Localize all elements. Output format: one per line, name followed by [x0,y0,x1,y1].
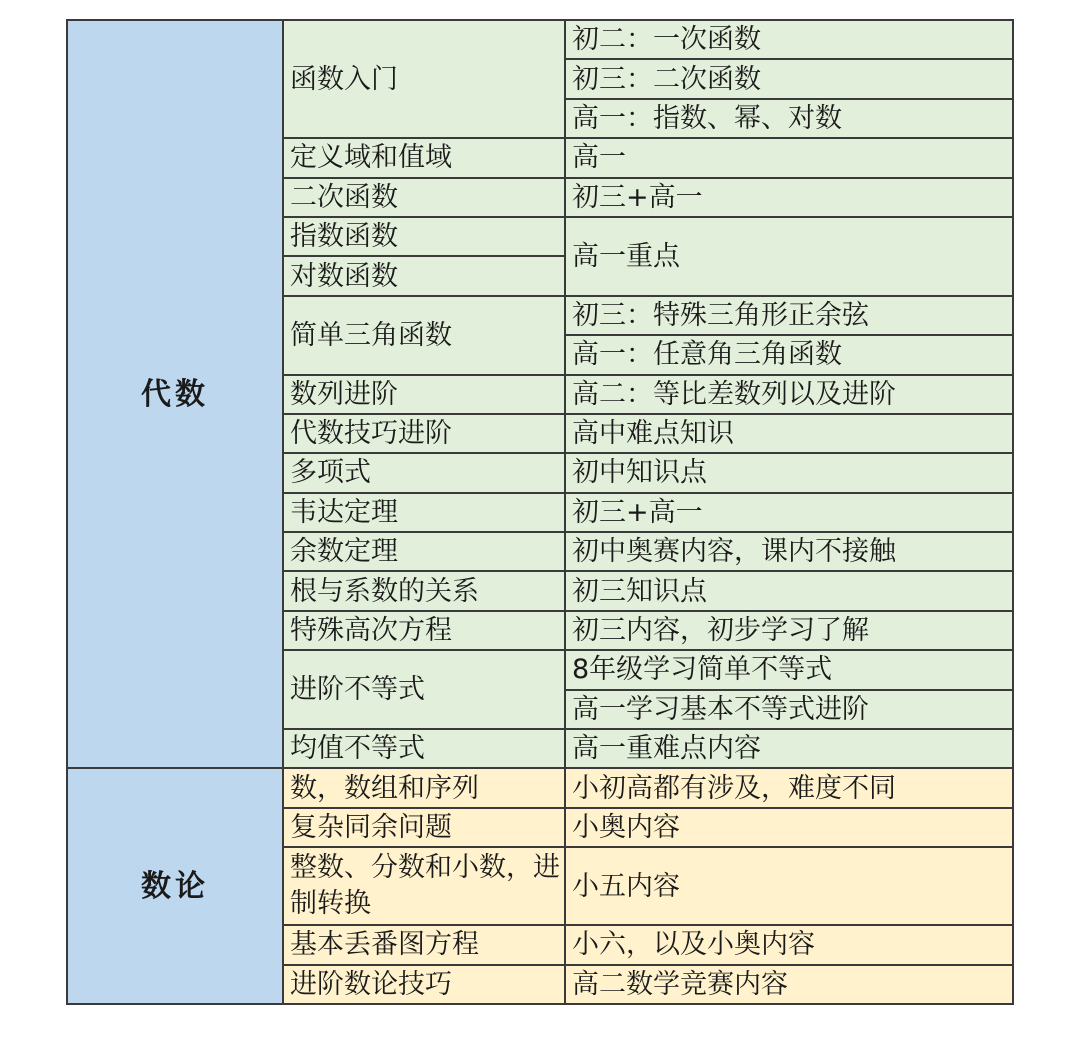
topic-cell: 基本丢番图方程 [283,925,565,964]
topic-cell: 对数函数 [283,256,565,295]
topic-cell: 均值不等式 [283,729,565,768]
topic-cell: 数，数组和序列 [283,768,565,807]
level-cell: 高一 [565,138,1013,177]
level-cell: 高一学习基本不等式进阶 [565,690,1013,729]
level-cell: 小六，以及小奥内容 [565,925,1013,964]
topic-cell: 数列进阶 [283,375,565,414]
topic-cell: 代数技巧进阶 [283,414,565,453]
topic-cell: 二次函数 [283,178,565,217]
table-row [67,768,1013,807]
level-cell: 初二：一次函数 [565,20,1013,59]
level-cell: 初中奥赛内容，课内不接触 [565,532,1013,571]
level-cell: 初三+高一 [565,178,1013,217]
topic-cell: 根与系数的关系 [283,571,565,610]
topic-cell: 韦达定理 [283,493,565,532]
level-cell: 高二：等比差数列以及进阶 [565,375,1013,414]
level-cell: 高二数学竞赛内容 [565,965,1013,1004]
level-cell: 初三+高一 [565,493,1013,532]
level-cell: 初三：二次函数 [565,59,1013,98]
level-cell: 高一：指数、幂、对数 [565,99,1013,138]
level-cell: 8年级学习简单不等式 [565,650,1013,689]
category-cell: 代数 [67,20,283,768]
level-cell: 高一重点 [565,217,1013,296]
topic-cell: 定义域和值域 [283,138,565,177]
level-cell: 小初高都有涉及，难度不同 [565,768,1013,807]
level-cell: 小五内容 [565,847,1013,925]
curriculum-table [66,19,1014,1005]
level-cell: 初中知识点 [565,453,1013,492]
topic-cell: 特殊高次方程 [283,611,565,650]
level-cell: 高一重难点内容 [565,729,1013,768]
topic-cell: 复杂同余问题 [283,808,565,847]
topic-cell: 多项式 [283,453,565,492]
level-cell: 高一：任意角三角函数 [565,335,1013,374]
table-body [67,20,1013,1004]
topic-cell: 进阶数论技巧 [283,965,565,1004]
table-row [67,20,1013,59]
topic-cell: 余数定理 [283,532,565,571]
topic-cell: 简单三角函数 [283,296,565,375]
level-cell: 小奥内容 [565,808,1013,847]
level-cell: 初三：特殊三角形正余弦 [565,296,1013,335]
topic-cell: 指数函数 [283,217,565,256]
level-cell: 初三知识点 [565,571,1013,610]
category-cell: 数论 [67,768,283,1004]
level-cell: 高中难点知识 [565,414,1013,453]
topic-cell: 函数入门 [283,20,565,138]
level-cell: 初三内容，初步学习了解 [565,611,1013,650]
topic-cell: 整数、分数和小数，进制转换 [283,847,565,925]
topic-cell: 进阶不等式 [283,650,565,729]
